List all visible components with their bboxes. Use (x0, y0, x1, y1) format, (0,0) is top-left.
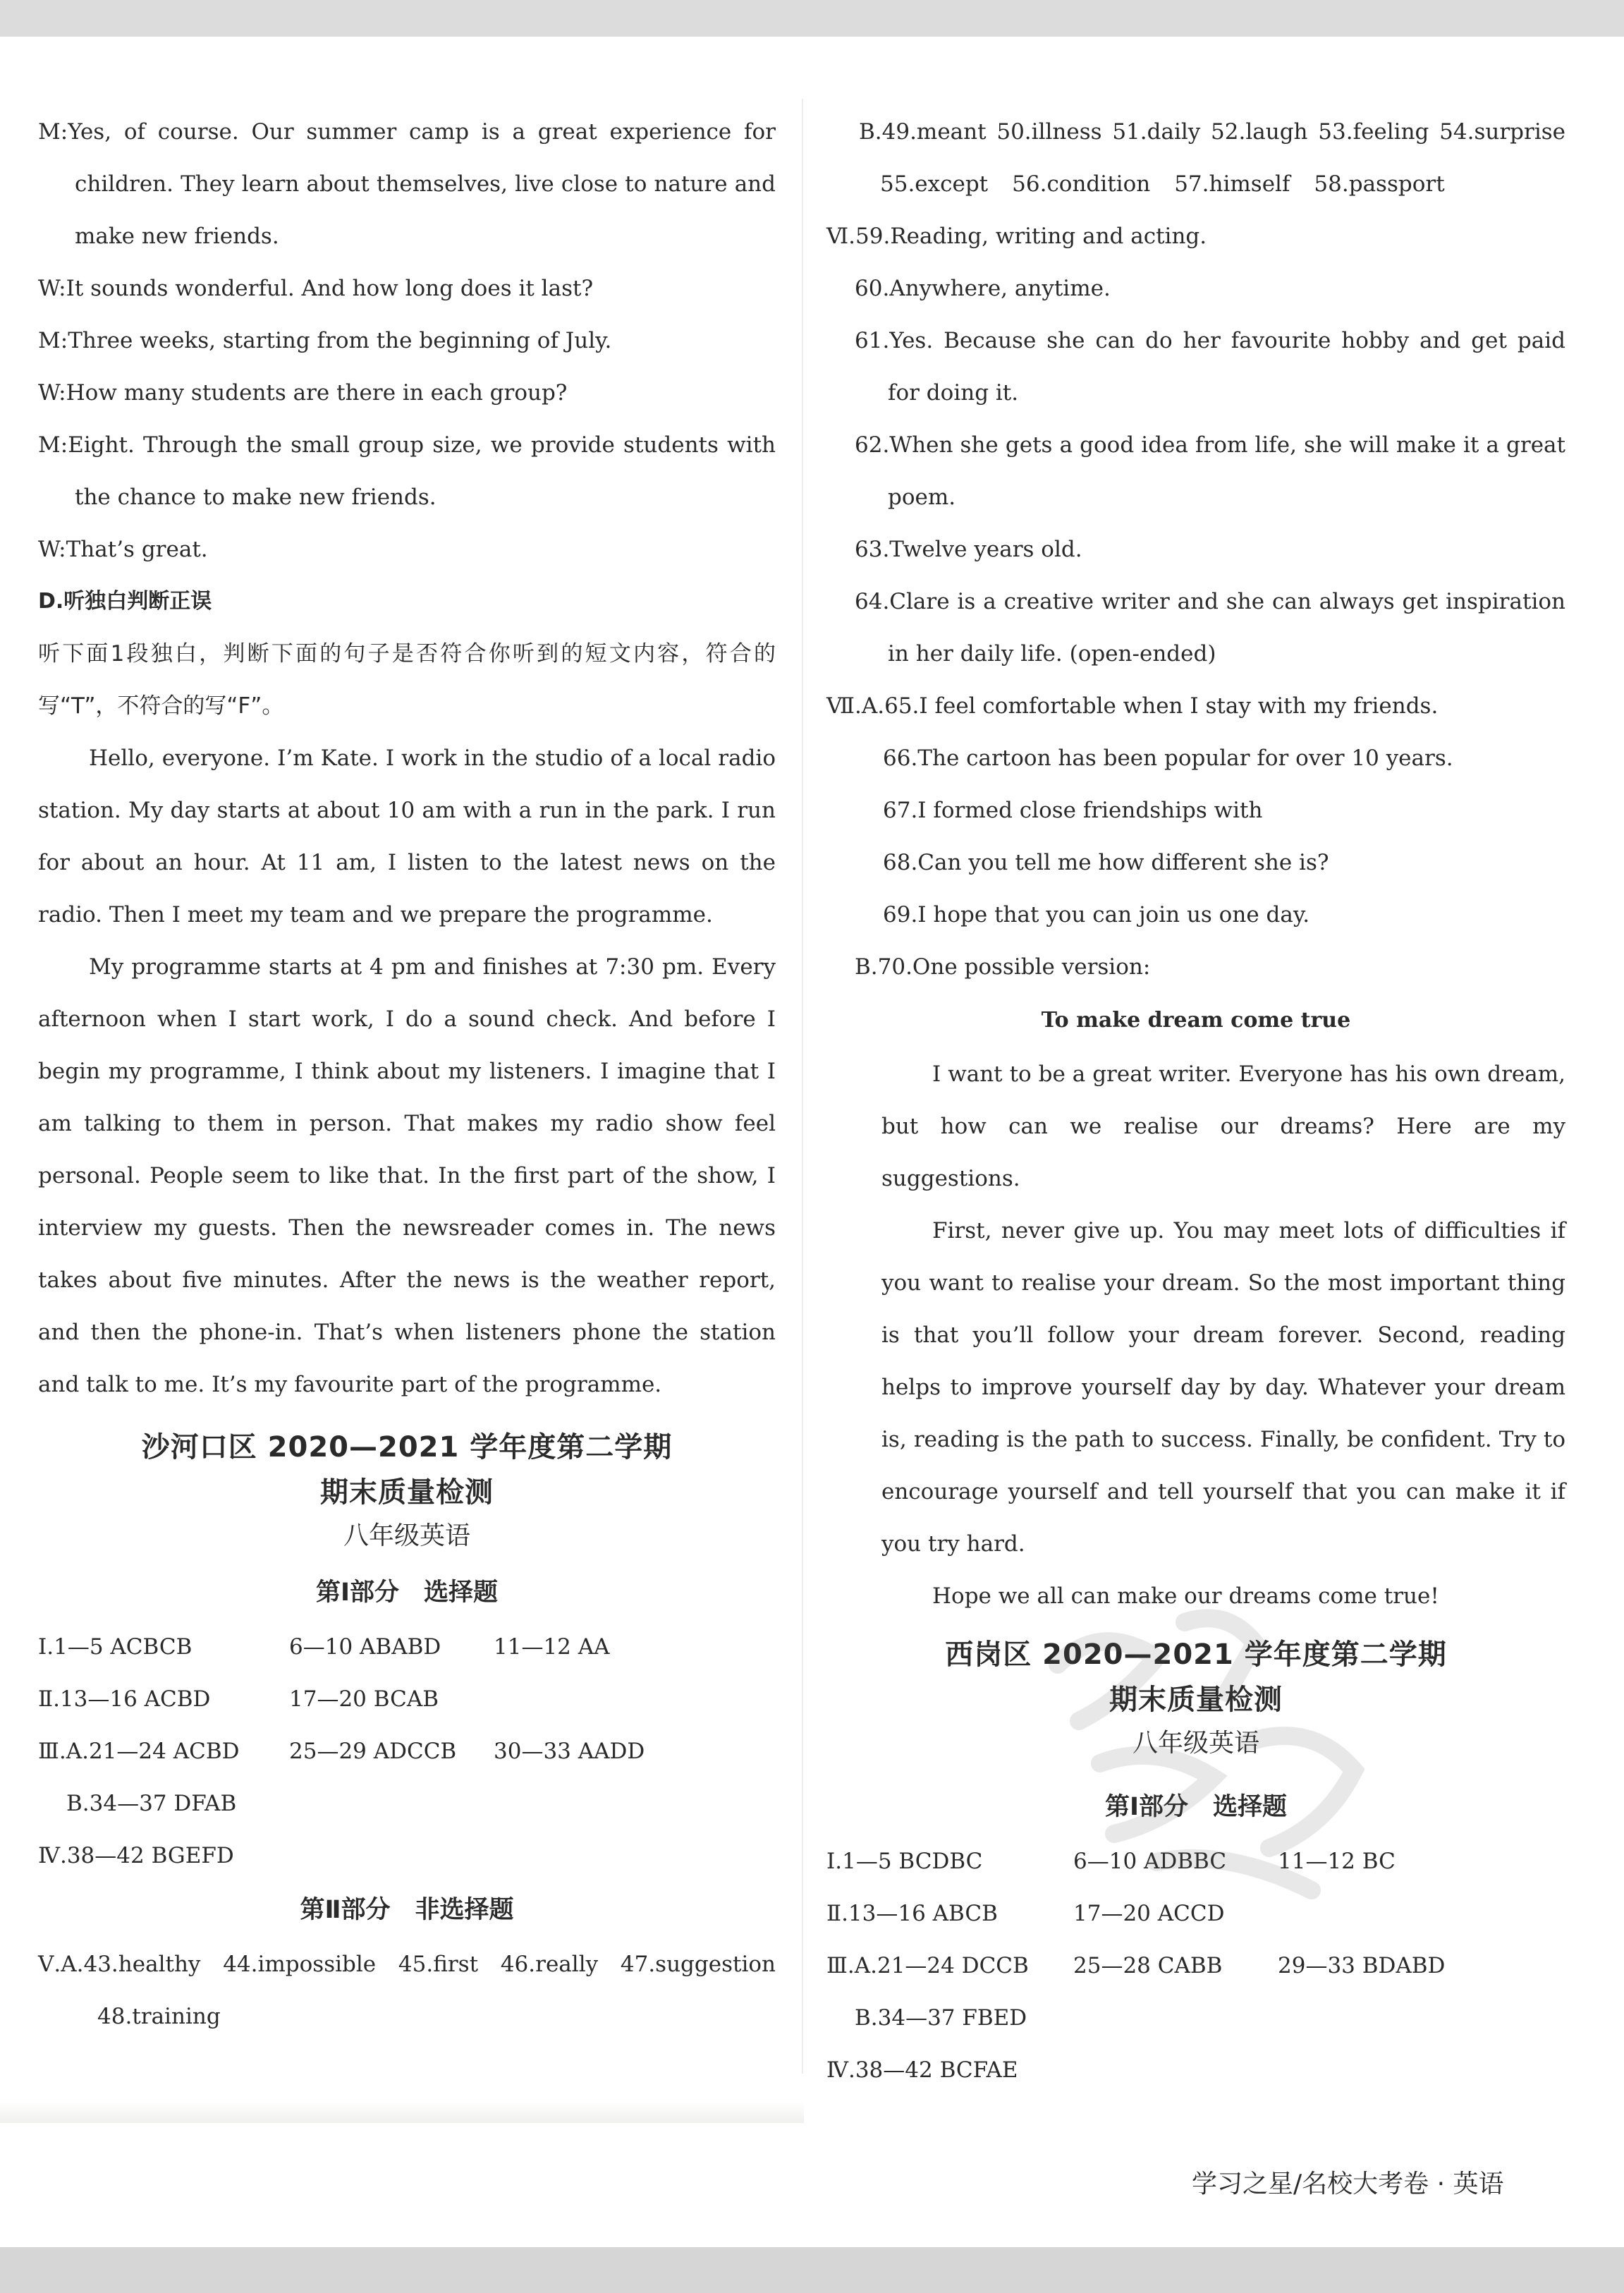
column-divider (802, 99, 803, 2074)
essay-paragraph: I want to be a great writer. Everyone has his own dream, but how can we realise our dreams? Here are my suggestions. (881, 1062, 1565, 1191)
answer-cell: 11—12 BC (1278, 1849, 1396, 1874)
answer-row (38, 1990, 776, 2043)
answer-cell: 51.daily (1112, 119, 1201, 145)
answer-row (38, 1777, 776, 1830)
answer-cell: Ⅲ.A.21—24 DCCB (826, 1953, 1029, 1978)
page-footer: 学习之星/名校大考卷 · 英语 (1192, 2170, 1504, 2198)
dialogue-text: How many students are there in each group? (66, 380, 568, 406)
answer-item: 60.Anywhere, anytime. (855, 276, 1111, 301)
answer-cell: 44.impossible (223, 1952, 377, 1977)
answer-row (38, 1621, 776, 1673)
dialogue-text: Eight. Through the small group size, we provide students with the chance to make new friends. (68, 432, 776, 510)
exam-subject: 八年级英语 (343, 1521, 470, 1550)
dialogue-line (38, 419, 776, 523)
top-scan-border (0, 0, 1624, 37)
answer-cell: 45.first (398, 1952, 479, 1977)
speaker-label: W: (38, 537, 66, 562)
answer-row (826, 106, 1565, 158)
answer-cell: Ⅱ.13—16 ACBD (38, 1686, 211, 1712)
answer-cell: Ⅳ.38—42 BGEFD (38, 1843, 234, 1868)
speaker-label: M: (38, 432, 68, 458)
answer-cell: 52.laugh (1211, 119, 1308, 145)
answer-cell: 46.really (500, 1952, 599, 1977)
answer-cell: B.34—37 DFAB (66, 1791, 237, 1816)
answer-row (826, 1835, 1565, 1887)
answer-row (826, 2044, 1565, 2096)
dialogue-text: It sounds wonderful. And how long does it last? (66, 276, 594, 301)
answer-cell: 56.condition (1012, 171, 1151, 197)
answer-row (38, 1725, 776, 1777)
essay-paragraph: Hope we all can make our dreams come true! (932, 1583, 1439, 1609)
dialogue-text: Three weeks, starting from the beginning of July. (68, 328, 612, 353)
answer-cell: 6—10 ADBBC (1073, 1849, 1227, 1874)
answer-cell: Ⅰ.1—5 BCDBC (826, 1849, 983, 1874)
answer-cell: 25—28 CABB (1073, 1953, 1223, 1978)
speaker-label: M: (38, 328, 68, 353)
answer-cell: B.49.meant (859, 119, 987, 145)
exam-title-sub: 期末质量检测 (1109, 1684, 1283, 1716)
answer-item: 68.Can you tell me how different she is? (883, 850, 1329, 875)
answer-cell: 6—10 ABABD (289, 1634, 441, 1660)
exam-title: 沙河口区 2020—2021 学年度第二学期 (141, 1431, 673, 1464)
answer-cell: 47.suggestion (620, 1952, 776, 1977)
part2-title: 第Ⅱ部分 非选择题 (300, 1896, 514, 1924)
section-d-instruction: 听下面1段独白，判断下面的句子是否符合你听到的短文内容，符合的写“T”，不符合的写“F”。 (38, 641, 776, 719)
speaker-label: M: (38, 119, 68, 145)
answer-item: 69.I hope that you can join us one day. (883, 902, 1310, 927)
part1-title: 第Ⅰ部分 选择题 (1104, 1793, 1288, 1821)
answer-item: B.70.One possible version: (855, 954, 1151, 980)
answer-cell: 17—20 ACCD (1073, 1901, 1225, 1926)
answer-item: 62.When she gets a good idea from life, she will make it a great poem. (855, 432, 1565, 510)
answer-item: 67.I formed close friendships with (883, 798, 1263, 823)
answer-cell: Ⅳ.38—42 BCFAE (826, 2057, 1018, 2083)
dialogue-line (38, 262, 776, 315)
answer-cell: 53.feeling (1318, 119, 1429, 145)
monologue-paragraph: Hello, everyone. I’m Kate. I work in the studio of a local radio station. My day starts at about 10 am with a run in the park. I run for about an hour. At 11 am, I listen to the latest news on the radio. Then I meet my team and we prepare the programme. (38, 746, 776, 927)
answer-item: 63.Twelve years old. (855, 537, 1082, 562)
answer-row (826, 1887, 1565, 1940)
dialogue-line (38, 367, 776, 419)
dialogue (38, 106, 776, 576)
speaker-label: W: (38, 380, 66, 406)
page-edge-shadow (0, 2102, 804, 2123)
left-column (38, 106, 776, 2043)
answer-cell: B.34—37 FBED (855, 2005, 1027, 2031)
part1-answers (826, 1835, 1565, 2096)
answer-cell: 25—29 ADCCB (289, 1739, 457, 1764)
part1-answers (38, 1621, 776, 1882)
dialogue-line (38, 106, 776, 262)
dialogue-line (38, 523, 776, 576)
answer-item: 64.Clare is a creative writer and she can always get inspiration in her daily life. (open-ended) (855, 589, 1565, 667)
answer-cell: 57.himself (1174, 171, 1290, 197)
bottom-scan-border (0, 2247, 1624, 2293)
answer-cell: 54.surprise (1439, 119, 1565, 145)
right-column (826, 106, 1565, 2096)
answer-item: 61.Yes. Because she can do her favourite hobby and get paid for doing it. (855, 328, 1565, 406)
monologue-paragraph: My programme starts at 4 pm and finishes at 7:30 pm. Every afternoon when I start work, I do a sound check. And before I begin my programme, I think about my listeners. I imagine that I am talking to them in person. That makes my radio show feel personal. People seem to like that. In the first part of the show, I interview my guests. Then the newsreader comes in. The news takes about five minutes. After the news is the weather report, and then the phone-in. That’s when listeners phone the station and talk to me. It’s my favourite part of the programme. (38, 954, 776, 1397)
dialogue-line (38, 315, 776, 367)
exam-subject: 八年级英语 (1132, 1729, 1259, 1758)
speaker-label: W: (38, 276, 66, 301)
answer-cell: 30—33 AADD (494, 1739, 645, 1764)
exam-title: 西岗区 2020—2021 学年度第二学期 (945, 1638, 1447, 1671)
part1-title: 第Ⅰ部分 选择题 (315, 1579, 499, 1607)
answer-cell: 11—12 AA (494, 1634, 610, 1660)
answer-item: Ⅵ.59.Reading, writing and acting. (826, 224, 1207, 249)
answer-item: Ⅶ.A.65.I feel comfortable when I stay with my friends. (826, 693, 1439, 719)
exam-title-sub: 期末质量检测 (320, 1476, 494, 1509)
dialogue-text: Yes, of course. Our summer camp is a great experience for children. They learn about themselves, live close to nature and make new friends. (68, 119, 776, 249)
answer-cell: 58.passport (1314, 171, 1445, 197)
essay-paragraph: First, never give up. You may meet lots of difficulties if you want to realise your dream. So the most important thing is that you’ll follow your dream forever. Second, reading helps to improve yourself day by day. Whatever your dream is, reading is the path to success. Finally, be confident. Try to encourage yourself and tell yourself that you can make it if you try hard. (881, 1218, 1565, 1557)
answer-row (38, 1673, 776, 1725)
answer-cell: 17—20 BCAB (289, 1686, 439, 1712)
answer-item: 66.The cartoon has been popular for over 10 years. (883, 746, 1453, 771)
essay-title: To make dream come true (1041, 1008, 1351, 1033)
answer-cell: Ⅱ.13—16 ABCB (826, 1901, 998, 1926)
answer-row (826, 158, 1565, 210)
answer-cell: 55.except (880, 171, 989, 197)
answer-row (826, 1940, 1565, 1992)
answer-row (38, 1830, 776, 1882)
answer-cell: 48.training (97, 2004, 221, 2029)
answer-cell: Ⅰ.1—5 ACBCB (38, 1634, 193, 1660)
answer-cell: Ⅲ.A.21—24 ACBD (38, 1739, 240, 1764)
answer-row (826, 1992, 1565, 2044)
answer-row (38, 1938, 776, 1990)
answer-cell: 50.illness (996, 119, 1102, 145)
dialogue-text: That’s great. (66, 537, 208, 562)
answer-cell: Ⅴ.A.43.healthy (38, 1952, 201, 1977)
answer-cell: 29—33 BDABD (1278, 1953, 1446, 1978)
section-d-title: D.听独白判断正误 (38, 589, 212, 614)
